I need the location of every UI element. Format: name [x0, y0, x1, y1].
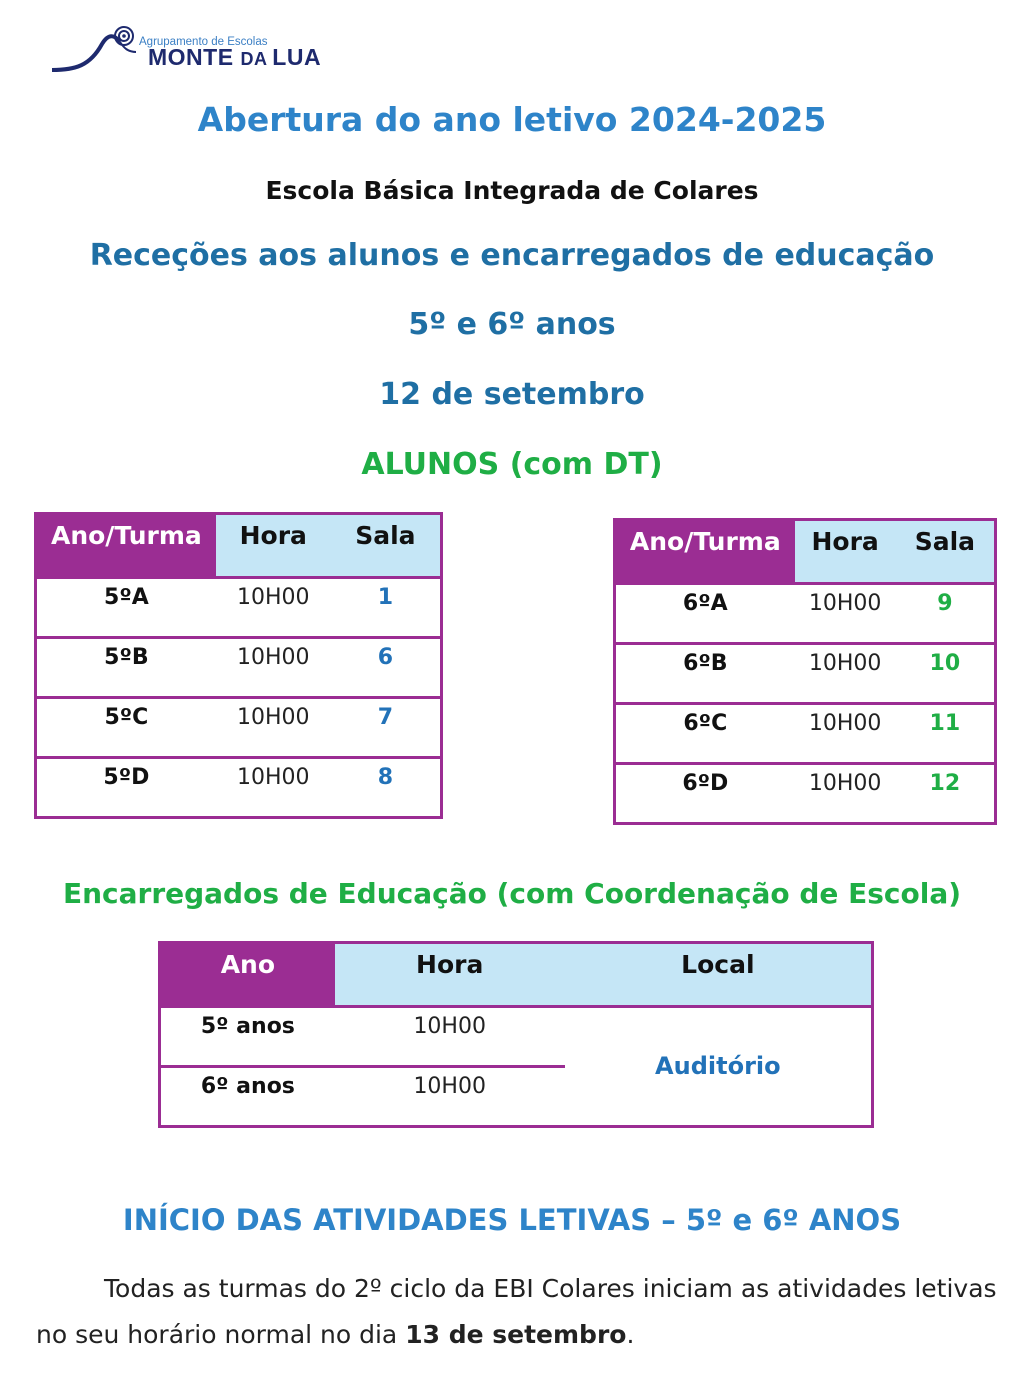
sala-cell: 8: [331, 758, 442, 818]
logo-subtitle: Agrupamento de Escolas: [139, 36, 268, 48]
years-heading: 5º e 6º anos: [408, 307, 616, 342]
date-heading: 12 de setembro: [379, 377, 645, 412]
hora-cell: 10H00: [216, 758, 331, 818]
header-turma: Ano/Turma: [36, 514, 216, 578]
table-row: [615, 764, 996, 824]
info-paragraph: [36, 1266, 1001, 1358]
table-encarregados: [158, 941, 874, 1128]
turma-cell: 5ºA: [36, 578, 216, 638]
turma-cell: 5ºC: [36, 698, 216, 758]
receptions-heading: Receções aos alunos e encarregados de educação: [89, 238, 935, 273]
page-title: Abertura do ano letivo 2024-2025: [197, 100, 827, 139]
turma-cell: 6ºC: [615, 704, 795, 764]
hora-cell: 10H00: [216, 638, 331, 698]
sala-cell: 10: [896, 644, 996, 704]
turma-cell: 5ºD: [36, 758, 216, 818]
table-row: [160, 1007, 873, 1067]
turma-cell: 6ºD: [615, 764, 795, 824]
table-row: [615, 704, 996, 764]
turma-cell: 6ºA: [615, 584, 795, 644]
table-row: [36, 698, 442, 758]
paragraph-end: .: [626, 1320, 635, 1349]
turma-cell: 6ºB: [615, 644, 795, 704]
paragraph-text: Todas as turmas do 2º ciclo da EBI Colares iniciam as atividades letivas no seu horário normal no dia: [36, 1274, 997, 1349]
table-row: [36, 758, 442, 818]
sala-cell: 7: [331, 698, 442, 758]
header-sala: Sala: [331, 514, 442, 578]
table-row: [36, 578, 442, 638]
table-row: [615, 644, 996, 704]
header-turma: Ano/Turma: [615, 520, 795, 584]
header-hora: Hora: [216, 514, 331, 578]
logo-name: MONTE DA LUA: [148, 44, 322, 70]
sala-cell: 9: [896, 584, 996, 644]
hora-cell: 10H00: [216, 698, 331, 758]
ee-heading: Encarregados de Educação (com Coordenação de Escola): [62, 877, 962, 910]
local-cell: Auditório: [565, 1007, 873, 1127]
sala-cell: 12: [896, 764, 996, 824]
table-row: [36, 638, 442, 698]
table-row: [615, 584, 996, 644]
header-local: Local: [565, 943, 873, 1007]
hora-cell: 10H00: [795, 584, 896, 644]
ano-cell: 6º anos: [160, 1067, 335, 1127]
header-hora: Hora: [795, 520, 896, 584]
hora-cell: 10H00: [795, 704, 896, 764]
table-6-ano: [613, 518, 997, 825]
alunos-heading: ALUNOS (com DT): [361, 447, 663, 482]
hora-cell: 10H00: [335, 1067, 565, 1127]
hora-cell: 10H00: [335, 1007, 565, 1067]
paragraph-date: 13 de setembro: [405, 1320, 627, 1349]
sala-cell: 6: [331, 638, 442, 698]
inicio-heading: INÍCIO DAS ATIVIDADES LETIVAS – 5º e 6º ANOS: [122, 1203, 902, 1237]
school-name: Escola Básica Integrada de Colares: [265, 176, 759, 205]
logo-swoosh-icon: [50, 22, 140, 74]
sala-cell: 11: [896, 704, 996, 764]
hora-cell: 10H00: [795, 644, 896, 704]
ano-cell: 5º anos: [160, 1007, 335, 1067]
table-5-ano: [34, 512, 443, 819]
header-ano: Ano: [160, 943, 335, 1007]
turma-cell: 5ºB: [36, 638, 216, 698]
sala-cell: 1: [331, 578, 442, 638]
header-sala: Sala: [896, 520, 996, 584]
hora-cell: 10H00: [795, 764, 896, 824]
header-hora: Hora: [335, 943, 565, 1007]
hora-cell: 10H00: [216, 578, 331, 638]
